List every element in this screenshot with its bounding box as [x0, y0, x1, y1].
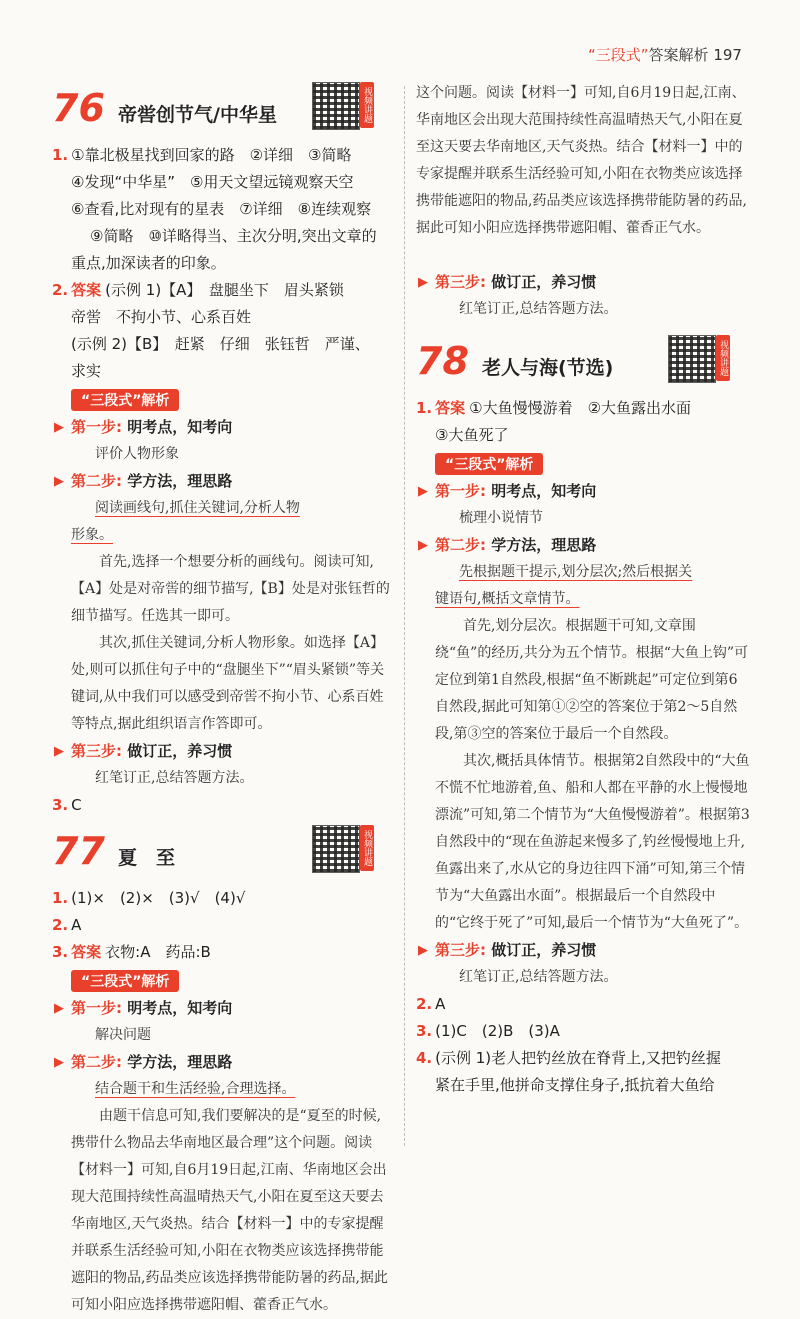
section-number: 78	[416, 339, 469, 383]
triangle-icon: ▶	[418, 275, 428, 290]
step-1: ▶ 第一步: 明考点，知考向	[416, 478, 750, 505]
section-number: 76	[52, 86, 105, 130]
triangle-icon: ▶	[54, 1055, 64, 1070]
qr-code-icon[interactable]	[312, 82, 360, 130]
step-body: 红笔订正,总结答题方法。	[95, 770, 254, 786]
question-3: 3. (1)C (2)B (3)A	[416, 1022, 560, 1040]
step-1: ▶ 第一步: 明考点，知考向	[52, 995, 392, 1022]
step-3: ▶ 第三步: 做订正，养习惯	[416, 269, 750, 296]
section-number: 77	[52, 829, 105, 873]
triangle-icon: ▶	[418, 538, 428, 553]
method-line: 结合题干和生活经验,合理选择。	[95, 1081, 296, 1097]
step-body: 解决问题	[95, 1027, 151, 1043]
answer-line: ⑥查看,比对现有的星表 ⑦详细 ⑧连续观察	[71, 200, 372, 218]
question-3: 3. 答案 衣物:A 药品:B	[52, 943, 211, 961]
question-4: 4. (示例 1)老人把钓丝放在脊背上,又把钓丝握	[416, 1049, 721, 1067]
section-title: 夏 至	[118, 847, 176, 869]
section-77-header	[52, 825, 392, 881]
answer-line: ④发现“中华星” ⑤用天文望远镜观察天空	[71, 173, 354, 191]
step-body: 梳理小说情节	[459, 510, 543, 526]
step-2: ▶ 第二步: 学方法，理思路	[416, 532, 750, 559]
qr-code-icon[interactable]	[312, 825, 360, 873]
column-divider	[404, 86, 405, 1146]
answer-line: 帝喾 不拘小节、心系百姓	[71, 308, 252, 326]
answer-line: ⑨简略 ⑩详略得当、主次分明,突出文章的	[90, 227, 377, 245]
right-column	[416, 82, 750, 1099]
header-title: 答案解析	[648, 46, 709, 64]
triangle-icon: ▶	[418, 484, 428, 499]
video-tag: 视频讲题	[360, 82, 374, 128]
analysis-badge: “三段式”解析	[435, 453, 543, 475]
method-line: 阅读画线句,抓住关键词,分析人物	[95, 500, 300, 516]
qr-code-icon[interactable]	[668, 335, 716, 383]
question-2: 2. A	[52, 916, 82, 934]
question-3: 3. C	[52, 796, 82, 814]
step-1: ▶ 第一步: 明考点，知考向	[52, 414, 392, 441]
explanation-continued: 这个问题。阅读【材料一】可知,自6月19日起,江南、华南地区会出现大范围持续性高温晴热天气,小阳在夏至这天要去华南地区,天气炎热。结合【材料一】中的专家提醒并联系生活经验可知,小阳在衣物类应该选择携带能遮阳的物品,药品类应该选择携带能防暑的药品,据此可知小阳应选择携带遮阳帽、藿香正气水。	[416, 85, 747, 236]
section-78-header	[416, 335, 750, 391]
analysis-badge: “三段式”解析	[71, 970, 179, 992]
question-2: 2. A	[416, 995, 446, 1013]
step-3: ▶ 第三步: 做订正，养习惯	[52, 738, 392, 765]
answer-line: 求实	[71, 362, 102, 380]
section-76-header	[52, 82, 392, 138]
step-body: 红笔订正,总结答题方法。	[459, 969, 618, 985]
explanation-paragraph: 由题干信息可知,我们要解决的是“夏至的时候,携带什么物品去华南地区最合理”这个问题。阅读【材料一】可知,自6月19日起,江南、华南地区会出现大范围持续性高温晴热天气,小阳在夏至这天要去华南地区,天气炎热。结合【材料一】中的专家提醒并联系生活经验可知,小阳在衣物类应该选择携带能遮阳的物品,药品类应该选择携带能防暑的药品,据此可知小阳应选择携带遮阳帽、藿香正气水。	[71, 1108, 388, 1313]
answer-line: (示例 2)【B】 赶紧 仔细 张钰哲 严谨、	[71, 335, 370, 353]
header-quote: “三段式”	[588, 46, 649, 64]
section-title: 帝喾创节气/中华星	[118, 104, 277, 126]
method-line: 形象。	[71, 527, 113, 543]
step-body: 评价人物形象	[95, 446, 179, 462]
step-body: 红笔订正,总结答题方法。	[459, 301, 618, 317]
question-1: 1. 答案 ①大鱼慢慢游着 ②大鱼露出水面	[416, 399, 692, 417]
triangle-icon: ▶	[54, 1001, 64, 1016]
analysis-badge: “三段式”解析	[71, 389, 179, 411]
method-line: 键语句,概括文章情节。	[435, 591, 580, 607]
answer-line: ③大鱼死了	[435, 426, 509, 444]
triangle-icon: ▶	[54, 474, 64, 489]
question-1: 1. ①靠北极星找到回家的路 ②详细 ③简略	[52, 146, 352, 164]
page-number: 197	[713, 46, 742, 64]
left-column	[52, 82, 392, 1313]
method-line: 先根据题干提示,划分层次;然后根据关	[459, 564, 693, 580]
triangle-icon: ▶	[418, 943, 428, 958]
answer-line: 重点,加深读者的印象。	[71, 254, 226, 272]
step-2: ▶ 第二步: 学方法，理思路	[52, 468, 392, 495]
video-tag: 视频讲题	[360, 825, 374, 871]
triangle-icon: ▶	[54, 744, 64, 759]
step-2: ▶ 第二步: 学方法，理思路	[52, 1049, 392, 1076]
triangle-icon: ▶	[54, 420, 64, 435]
explanation-paragraph: 首先,划分层次。根据题干可知,文章围绕“鱼”的经历,共分为五个情节。根据“大鱼上钩”可定位到第1自然段,根据“鱼不断跳起”可定位到第6自然段,据此可知第①②空的答案位于第2～5自然段,第③空的答案位于最后一个自然段。	[435, 618, 749, 742]
page-header	[588, 44, 742, 65]
section-title: 老人与海(节选)	[482, 357, 614, 379]
explanation-paragraph: 其次,抓住关键词,分析人物形象。如选择【A】处,则可以抓住句子中的“盘腿坐下”“眉头紧锁”等关键词,从中我们可以感受到帝喾不拘小节、心系百姓等特点,据此组织语言作答即可。	[71, 635, 385, 732]
answer-line: 紧在手里,他拼命支撑住身子,抵抗着大鱼给	[435, 1076, 715, 1094]
explanation-paragraph: 首先,选择一个想要分析的画线句。阅读可知,【A】处是对帝喾的细节描写,【B】处是对张钰哲的细节描写。任选其一即可。	[71, 554, 390, 624]
question-1: 1. (1)× (2)× (3)√ (4)√	[52, 889, 246, 907]
question-2: 2. 答案 (示例 1)【A】 盘腿坐下 眉头紧锁	[52, 281, 344, 299]
step-3: ▶ 第三步: 做订正，养习惯	[416, 937, 750, 964]
explanation-paragraph: 其次,概括具体情节。根据第2自然段中的“大鱼不慌不忙地游着,鱼、船和人都在平静的水上慢慢地漂流”可知,第二个情节为“大鱼慢慢游着”。根据第3自然段中的“现在鱼游起来慢多了,钓丝慢慢地上升,鱼露出来了,水从它的身边往四下涌”可知,第三个情节为“大鱼露出水面”。根据最后一个自然段中的“它终于死了”可知,最后一个情节为“大鱼死了”。	[435, 753, 750, 931]
video-tag: 视频讲题	[716, 335, 730, 381]
